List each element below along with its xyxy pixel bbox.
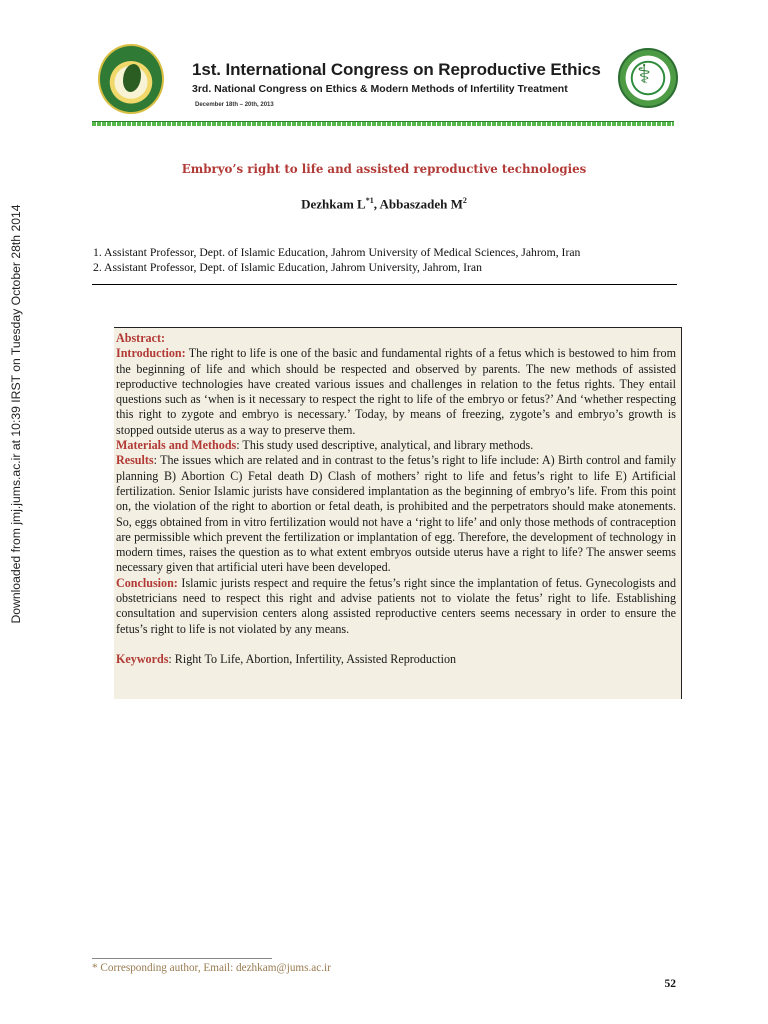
paper-title: Embryo’s right to life and assisted reproductive technologies — [181, 162, 587, 176]
introduction-text: The right to life is one of the basic and fundamental rights of a fetus which is bestowed to him from the beginning of life and which should be respected and observed by parents. The new methods of assisted reproductive technologies have created various issues and challenges in relation to the fetus rights. They entail questions such as ‘when is it necessary to respect the right to life of the embryo or fetus?’ And ‘whether respecting this right to zygote and embryo is necessary.’ Today, by means of freezing, zygote’s and embryo’s growth is stopped outside uterus as a way to preserve them. — [116, 346, 676, 437]
results-text: : The issues which are related and in contrast to the fetus’s right to life include: A) Birth control and family planning B) Abortion C) Fetal death D) Clash of mothers’ right to life and fetus’s right to life E) Artificial fertilization. Senior Islamic jurists have considered implantation as the beginning of embryo’s life. From this point on, the violation of the right to abortion or fetal death, is prohibited and the perpetrators should make atonements. So, eggs obtained from in vitro fertilization would not have a ‘right to life’ and only those methods of contraception are permissible which prevent the fertilization or implantation of egg. Therefore, the development of technology in modern times, raises the question as to what extent embryos outside uterus have a right to life? The answer seems necessary given that artificial uteri have been developed. — [116, 453, 676, 575]
conclusion-label: Conclusion: — [116, 575, 178, 590]
congress-header — [90, 38, 680, 130]
author-1: Dezhkam L — [301, 196, 366, 212]
introduction-label: Introduction: — [116, 346, 186, 361]
university-logo-right — [618, 48, 678, 108]
abstract-keywords — [116, 652, 676, 667]
abstract-box — [114, 327, 682, 699]
affiliation-divider — [92, 284, 677, 285]
methods-text: : This study used descriptive, analytical, and library methods. — [236, 438, 534, 453]
congress-logo-left — [98, 44, 164, 114]
abstract-methods — [116, 438, 676, 453]
abstract-body — [116, 331, 676, 667]
affiliation-2: 2. Assistant Professor, Dept. of Islamic Education, Jahrom University, Jahrom, Iran — [93, 261, 482, 274]
methods-label: Materials and Methods — [116, 438, 237, 453]
download-watermark-text: Downloaded from jmj.jums.ac.ir at 10:39 IRST on Tuesday October 28th 2014 — [9, 204, 23, 624]
abstract-introduction — [116, 346, 676, 438]
keywords-text: : Right To Life, Abortion, Infertility, Assisted Reproduction — [168, 651, 457, 666]
header-divider — [92, 121, 674, 126]
abstract-heading: Abstract: — [116, 331, 166, 345]
congress-title-line2: 3rd. National Congress on Ethics & Modern Methods of Infertility Treatment — [192, 83, 568, 95]
abstract-conclusion — [116, 576, 676, 637]
results-label: Results — [116, 453, 154, 468]
footnote-divider — [92, 958, 272, 959]
abstract-results — [116, 453, 676, 575]
congress-title-line1: 1st. International Congress on Reproductive Ethics — [192, 60, 601, 79]
author-2-superscript: 2 — [462, 196, 467, 205]
keywords-label: Keywords — [116, 651, 169, 666]
affiliation-1: 1. Assistant Professor, Dept. of Islamic Education, Jahrom University of Medical Sciences, Jahrom, Iran — [93, 246, 581, 259]
page-number: 52 — [664, 978, 676, 990]
corresponding-author-footnote: * Corresponding author, Email: dezhkam@jums.ac.ir — [92, 962, 331, 974]
author-1-superscript: *1 — [365, 196, 374, 205]
congress-date: December 18th – 20th, 2013 — [195, 102, 274, 108]
download-watermark — [8, 204, 24, 624]
author-line — [0, 196, 768, 212]
author-2: , Abbaszadeh M — [373, 196, 463, 212]
conclusion-text: Islamic jurists respect and require the fetus’s right since the implantation of fetus. Gynecologists and obstetricians need to respect this right and advise patients not to violate the fetus’ right to life. Establishing consultation and supervision centers along assisted reproductive centers seems necessary in order to ensure the fetus’s right to life is not violated by any means. — [116, 575, 676, 636]
